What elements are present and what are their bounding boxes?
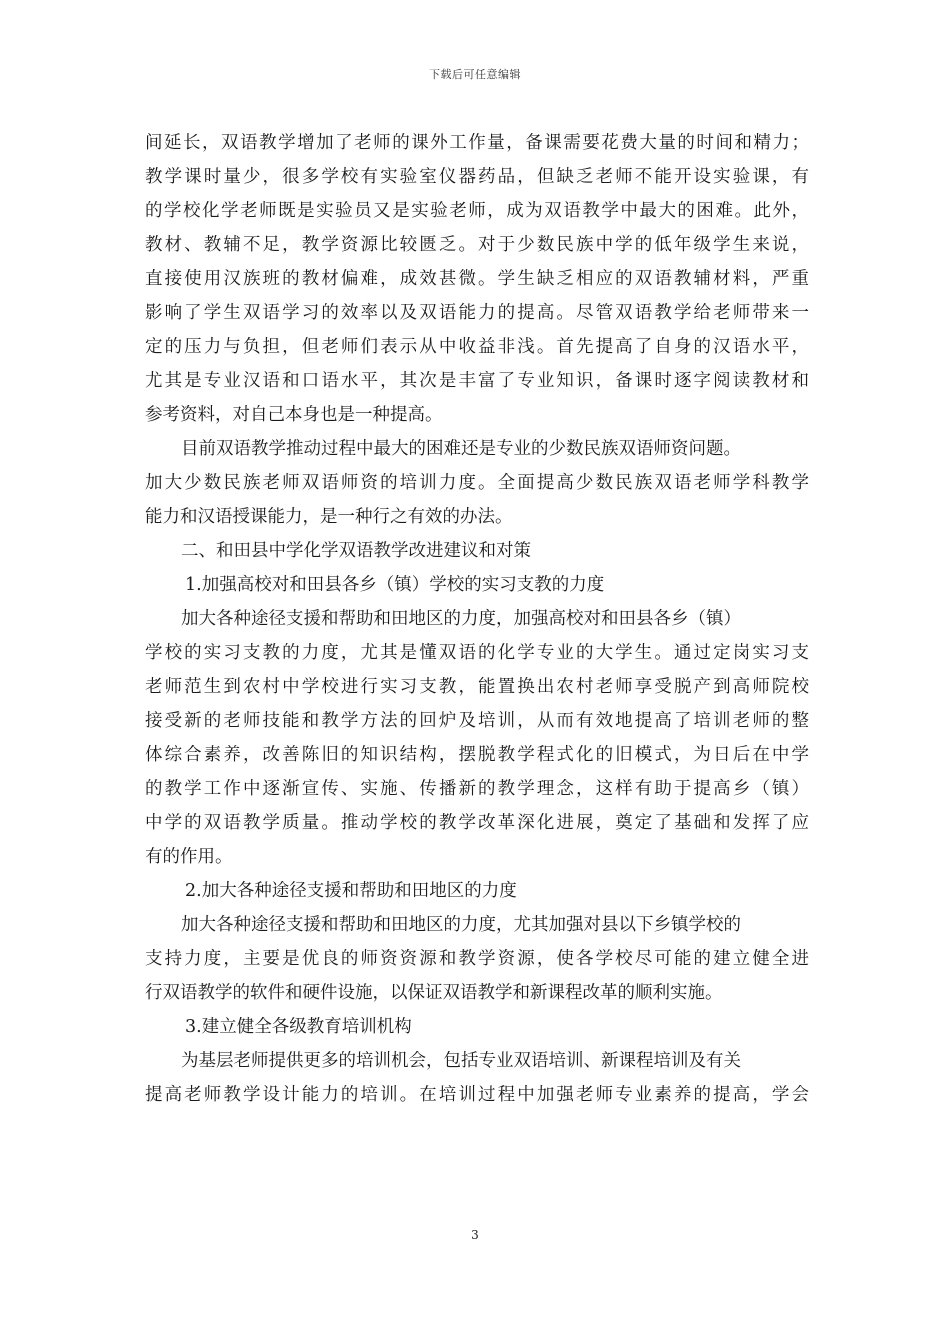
text-line: 中学的双语教学质量。推动学校的教学改革深化进展，奠定了基础和发挥了应 [145, 813, 809, 833]
text-line: 接受新的老师技能和教学方法的回炉及培训，从而有效地提高了培训老师的整 [145, 711, 809, 731]
text-line: 学校的实习支教的力度，尤其是懂双语的化学专业的大学生。通过定岗实习支 [145, 643, 809, 663]
subsection-heading: 2.加大各种途径支援和帮助和田地区的力度 [185, 881, 517, 901]
document-body [145, 126, 809, 1112]
text-line: 体综合素养，改善陈旧的知识结构，摆脱教学程式化的旧模式，为日后在中学 [145, 745, 809, 765]
text-line: 加大少数民族老师双语师资的培训力度。全面提高少数民族双语老师学科教学 [145, 473, 809, 493]
text-line: 影响了学生双语学习的效率以及双语能力的提高。尽管双语教学给老师带来一 [145, 303, 809, 323]
paragraph-first-line: 加大各种途径支援和帮助和田地区的力度，尤其加强对县以下乡镇学校的 [181, 915, 741, 935]
text-line: 教材、教辅不足，教学资源比较匮乏。对于少数民族中学的低年级学生来说， [145, 235, 809, 255]
text-line: 提高老师教学设计能力的培训。在培训过程中加强老师专业素养的提高，学会 [145, 1085, 809, 1105]
paragraph-first-line: 加大各种途径支援和帮助和田地区的力度，加强高校对和田县各乡（镇） [181, 609, 741, 629]
text-line: 参考资料，对自己本身也是一种提高。 [145, 405, 443, 425]
subsection-heading: 3.建立健全各级教育培训机构 [185, 1017, 412, 1037]
text-line: 的学校化学老师既是实验员又是实验老师，成为双语教学中最大的困难。此外， [145, 201, 809, 221]
text-line: 间延长，双语教学增加了老师的课外工作量，备课需要花费大量的时间和精力； [145, 133, 809, 153]
text-line: 教学课时量少，很多学校有实验室仪器药品，但缺乏老师不能开设实验课，有 [145, 167, 809, 187]
text-line: 尤其是专业汉语和口语水平，其次是丰富了专业知识，备课时逐字阅读教材和 [145, 371, 809, 391]
text-line: 老师范生到农村中学校进行实习支教，能置换出农村老师享受脱产到高师院校 [145, 677, 809, 697]
paragraph-first-line: 为基层老师提供更多的培训机会，包括专业双语培训、新课程培训及有关 [181, 1051, 741, 1071]
text-line: 定的压力与负担，但老师们表示从中收益非浅。首先提高了自身的汉语水平， [145, 337, 809, 357]
text-line: 支持力度，主要是优良的师资资源和教学资源，使各学校尽可能的建立健全进 [145, 949, 809, 969]
paragraph-first-line: 目前双语教学推动过程中最大的困难还是专业的少数民族双语师资问题。 [181, 439, 741, 459]
text-line: 行双语教学的软件和硬件设施，以保证双语教学和新课程改革的顺利实施。 [145, 983, 723, 1003]
section-heading: 二、和田县中学化学双语教学改进建议和对策 [181, 541, 531, 561]
page-number: 3 [471, 1228, 479, 1242]
text-line: 有的作用。 [145, 847, 233, 867]
page-header: 下载后可任意编辑 [429, 68, 521, 81]
text-line: 的教学工作中逐渐宣传、实施、传播新的教学理念，这样有助于提高乡（镇） [145, 779, 809, 799]
text-line: 能力和汉语授课能力，是一种行之有效的办法。 [145, 507, 513, 527]
subsection-heading: 1.加强高校对和田县各乡（镇）学校的实习支教的力度 [185, 575, 605, 595]
text-line: 直接使用汉族班的教材偏难，成效甚微。学生缺乏相应的双语教辅材料，严重 [145, 269, 809, 289]
